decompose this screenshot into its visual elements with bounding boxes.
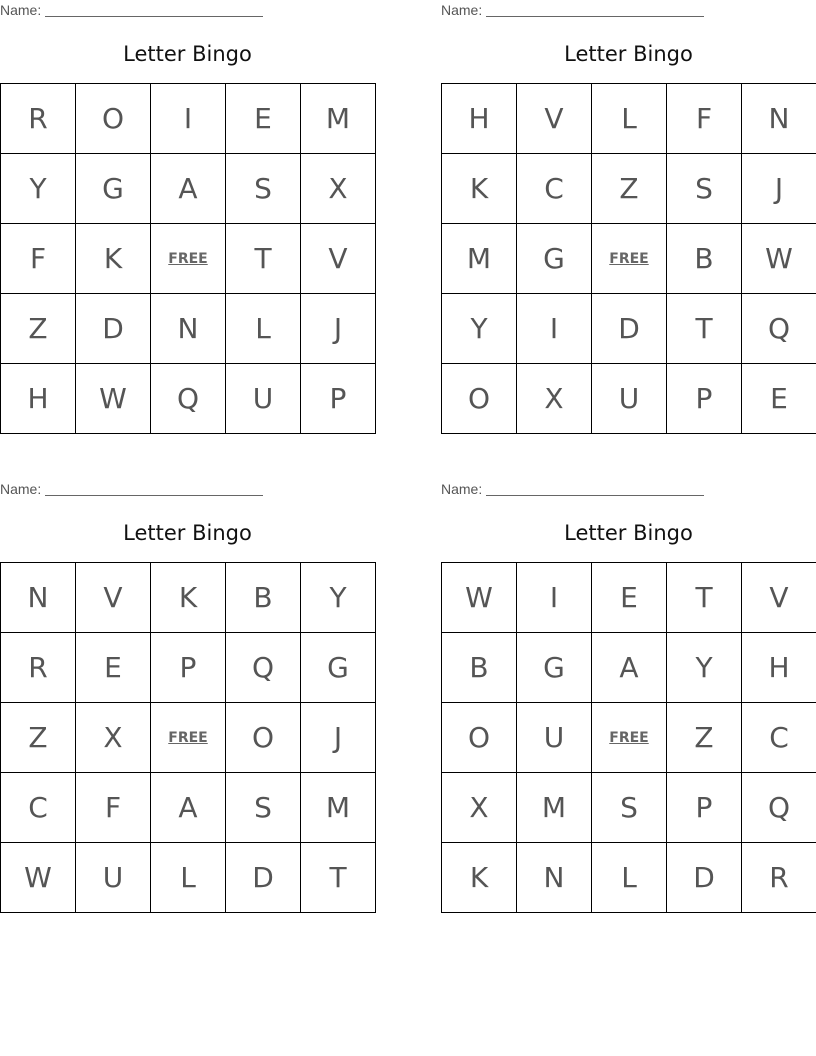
bingo-cell: P bbox=[301, 364, 376, 434]
bingo-cell: U bbox=[76, 843, 151, 913]
name-line bbox=[45, 481, 263, 496]
bingo-cell: N bbox=[1, 563, 76, 633]
bingo-cell: O bbox=[442, 364, 517, 434]
bingo-cell: Q bbox=[742, 294, 816, 364]
bingo-cell: W bbox=[442, 563, 517, 633]
bingo-cell: Z bbox=[592, 154, 667, 224]
bingo-cell: P bbox=[667, 364, 742, 434]
bingo-cell: A bbox=[592, 633, 667, 703]
bingo-cell: C bbox=[517, 154, 592, 224]
free-cell: FREE bbox=[592, 703, 667, 773]
name-label: Name: bbox=[0, 481, 42, 497]
bingo-grid bbox=[0, 83, 376, 434]
bingo-cell: H bbox=[442, 84, 517, 154]
bingo-cell: A bbox=[151, 154, 226, 224]
bingo-grid bbox=[441, 562, 816, 913]
bingo-cell: A bbox=[151, 773, 226, 843]
bingo-cell: U bbox=[592, 364, 667, 434]
bingo-cell: S bbox=[592, 773, 667, 843]
bingo-cell: V bbox=[76, 563, 151, 633]
bingo-cell: D bbox=[226, 843, 301, 913]
bingo-cell: X bbox=[76, 703, 151, 773]
bingo-cell: R bbox=[742, 843, 816, 913]
bingo-cell: D bbox=[667, 843, 742, 913]
bingo-cell: T bbox=[667, 563, 742, 633]
bingo-cell: Y bbox=[301, 563, 376, 633]
bingo-cell: O bbox=[226, 703, 301, 773]
bingo-cell: Z bbox=[1, 294, 76, 364]
bingo-cell: C bbox=[1, 773, 76, 843]
card-title: Letter Bingo bbox=[564, 521, 693, 545]
bingo-cell: W bbox=[1, 843, 76, 913]
bingo-cell: G bbox=[517, 633, 592, 703]
bingo-cell: Y bbox=[442, 294, 517, 364]
bingo-cell: I bbox=[151, 84, 226, 154]
bingo-cell: M bbox=[517, 773, 592, 843]
bingo-cell: K bbox=[76, 224, 151, 294]
bingo-cell: G bbox=[76, 154, 151, 224]
bingo-cell: E bbox=[76, 633, 151, 703]
bingo-cell: L bbox=[592, 843, 667, 913]
bingo-cell: G bbox=[301, 633, 376, 703]
bingo-cell: H bbox=[742, 633, 816, 703]
bingo-cell: N bbox=[517, 843, 592, 913]
name-line bbox=[486, 481, 704, 496]
bingo-cell: X bbox=[517, 364, 592, 434]
bingo-cell: T bbox=[226, 224, 301, 294]
bingo-cell: I bbox=[517, 294, 592, 364]
bingo-cell: Y bbox=[667, 633, 742, 703]
bingo-cell: Q bbox=[151, 364, 226, 434]
bingo-cell: J bbox=[301, 703, 376, 773]
bingo-cell: W bbox=[76, 364, 151, 434]
free-cell: FREE bbox=[151, 224, 226, 294]
bingo-card-1 bbox=[0, 0, 375, 440]
name-row bbox=[0, 2, 263, 18]
bingo-cell: E bbox=[226, 84, 301, 154]
bingo-cell: J bbox=[301, 294, 376, 364]
name-label: Name: bbox=[0, 2, 42, 18]
bingo-cell: T bbox=[667, 294, 742, 364]
bingo-cell: Q bbox=[742, 773, 816, 843]
bingo-cell: Q bbox=[226, 633, 301, 703]
bingo-cell: K bbox=[442, 154, 517, 224]
bingo-cell: S bbox=[667, 154, 742, 224]
bingo-cell: S bbox=[226, 773, 301, 843]
bingo-cell: F bbox=[76, 773, 151, 843]
bingo-cell: B bbox=[442, 633, 517, 703]
bingo-cell: T bbox=[301, 843, 376, 913]
bingo-cell: B bbox=[226, 563, 301, 633]
bingo-cell: H bbox=[1, 364, 76, 434]
bingo-cell: X bbox=[442, 773, 517, 843]
bingo-cell: D bbox=[76, 294, 151, 364]
bingo-card-4 bbox=[441, 479, 816, 919]
bingo-grid bbox=[0, 562, 376, 913]
free-cell: FREE bbox=[151, 703, 226, 773]
bingo-cell: D bbox=[592, 294, 667, 364]
bingo-cell: E bbox=[592, 563, 667, 633]
bingo-cell: Z bbox=[667, 703, 742, 773]
bingo-cell: G bbox=[517, 224, 592, 294]
bingo-cell: N bbox=[151, 294, 226, 364]
bingo-cell: B bbox=[667, 224, 742, 294]
bingo-cell: L bbox=[226, 294, 301, 364]
bingo-card-3 bbox=[0, 479, 375, 919]
bingo-cell: L bbox=[592, 84, 667, 154]
card-title: Letter Bingo bbox=[123, 521, 252, 545]
bingo-cell: C bbox=[742, 703, 816, 773]
bingo-cell: V bbox=[742, 563, 816, 633]
bingo-cell: K bbox=[151, 563, 226, 633]
bingo-cell: O bbox=[442, 703, 517, 773]
name-line bbox=[45, 2, 263, 17]
bingo-cell: E bbox=[742, 364, 816, 434]
bingo-cell: P bbox=[151, 633, 226, 703]
bingo-cell: J bbox=[742, 154, 816, 224]
bingo-grid bbox=[441, 83, 816, 434]
bingo-cell: M bbox=[442, 224, 517, 294]
bingo-cell: I bbox=[517, 563, 592, 633]
name-row bbox=[441, 481, 704, 497]
bingo-cell: L bbox=[151, 843, 226, 913]
bingo-cell: M bbox=[301, 84, 376, 154]
bingo-cell: U bbox=[226, 364, 301, 434]
bingo-cell: P bbox=[667, 773, 742, 843]
name-label: Name: bbox=[441, 481, 483, 497]
bingo-cell: W bbox=[742, 224, 816, 294]
bingo-card-2 bbox=[441, 0, 816, 440]
bingo-cell: O bbox=[76, 84, 151, 154]
bingo-cell: Z bbox=[1, 703, 76, 773]
bingo-cell: R bbox=[1, 84, 76, 154]
bingo-cell: Y bbox=[1, 154, 76, 224]
name-line bbox=[486, 2, 704, 17]
bingo-cell: K bbox=[442, 843, 517, 913]
bingo-cell: V bbox=[517, 84, 592, 154]
bingo-cell: X bbox=[301, 154, 376, 224]
free-cell: FREE bbox=[592, 224, 667, 294]
bingo-cell: V bbox=[301, 224, 376, 294]
bingo-cell: U bbox=[517, 703, 592, 773]
bingo-cell: F bbox=[1, 224, 76, 294]
card-title: Letter Bingo bbox=[123, 42, 252, 66]
bingo-cell: R bbox=[1, 633, 76, 703]
bingo-cell: F bbox=[667, 84, 742, 154]
name-row bbox=[0, 481, 263, 497]
name-label: Name: bbox=[441, 2, 483, 18]
bingo-cell: N bbox=[742, 84, 816, 154]
bingo-cell: S bbox=[226, 154, 301, 224]
bingo-cell: M bbox=[301, 773, 376, 843]
card-title: Letter Bingo bbox=[564, 42, 693, 66]
name-row bbox=[441, 2, 704, 18]
